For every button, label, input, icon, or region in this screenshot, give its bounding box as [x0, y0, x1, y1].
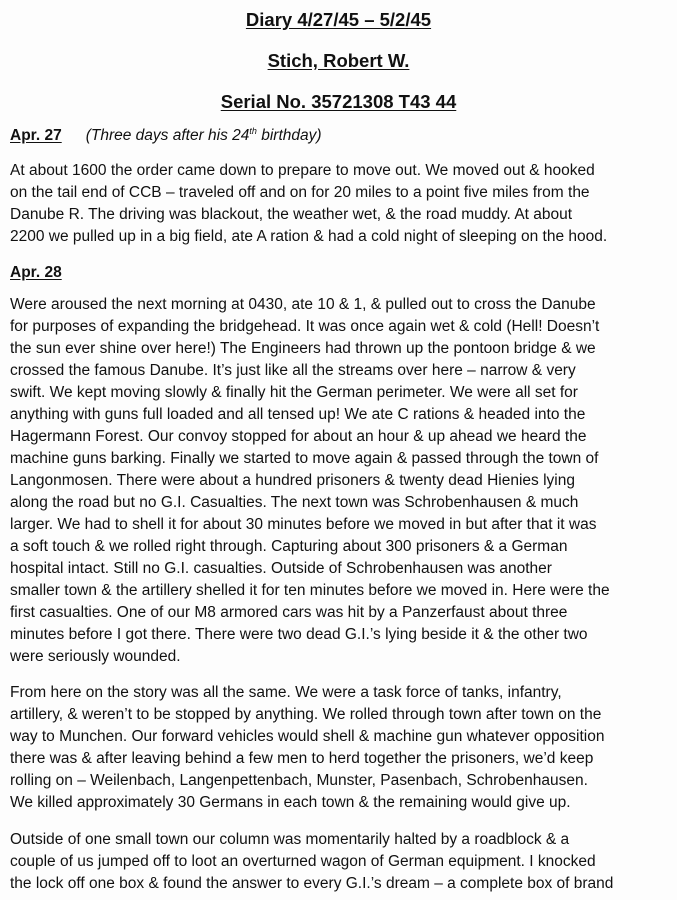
text-line: hospital intact. Still no G.I. casualties. Outside of Schrobenhausen was another	[10, 560, 552, 577]
text-line: the lock off one box & found the answer to every G.I.’s dream – a complete box of brand	[10, 875, 614, 892]
text-line: larger. We had to shell it for about 30 minutes before we moved in but after that it was	[10, 516, 597, 533]
entry-note: (Three days after his 24th birthday)	[85, 125, 322, 144]
text-line: first casualties. One of our M8 armored cars was hit by a Panzerfaust about three	[10, 604, 568, 621]
text-line: 2200 we pulled up in a big field, ate A ration & had a cold night of sleeping on the hood.	[10, 228, 608, 245]
paragraph-roadblock	[10, 829, 675, 895]
text-line: smaller town & the artillery shelled it for ten minutes before we moved in. Here were the	[10, 582, 610, 599]
text-line: anything with guns full loaded and all tensed up! We ate C rations & headed into the	[10, 406, 586, 423]
entry-date: Apr. 28	[10, 264, 62, 281]
text-line: machine guns barking. Finally we started to move again & passed through the town of	[10, 450, 599, 467]
text-line: Were aroused the next morning at 0430, ate 10 & 1, & pulled out to cross the Danube	[10, 296, 596, 313]
text-line: couple of us jumped off to loot an overturned wagon of German equipment. I knocked	[10, 853, 596, 870]
paragraph-task-force	[10, 682, 675, 814]
text-line: for purposes of expanding the bridgehead. It was once again wet & cold (Hell! Doesn’t	[10, 318, 600, 335]
text-line: Hagermann Forest. Our convoy stopped for about an hour & up ahead we heard the	[10, 428, 587, 445]
author-name: Stich, Robert W.	[267, 50, 410, 71]
entry-heading-apr-28	[10, 264, 62, 282]
paragraph-apr-28	[10, 294, 675, 668]
entry-heading-apr-27	[10, 127, 322, 145]
text-line: At about 1600 the order came down to prepare to move out. We moved out & hooked	[10, 162, 595, 179]
text-line: Danube R. The driving was blackout, the weather wet, & the road muddy. At about	[10, 206, 573, 223]
text-line: minutes before I got there. There were two dead G.I.’s lying beside it & the other two	[10, 626, 588, 643]
paragraph-apr-27	[10, 160, 675, 248]
ordinal-suffix: th	[249, 125, 257, 136]
text-line: swift. We kept moving slowly & finally hit the German perimeter. We were all set for	[10, 384, 578, 401]
text-line: We killed approximately 30 Germans in each town & the remaining would give up.	[10, 794, 571, 811]
text-line: crossed the famous Danube. It’s just like all the streams over here – narrow & very	[10, 362, 576, 379]
text-line: along the road but no G.I. Casualties. The next town was Schrobenhausen & much	[10, 494, 579, 511]
text-line: From here on the story was all the same. We were a task force of tanks, infantry,	[10, 684, 562, 701]
text-line: on the tail end of CCB – traveled off and on for 20 miles to a point five miles from the	[10, 184, 590, 201]
text-line: artillery, & weren’t to be stopped by anything. We rolled through town after town on the	[10, 706, 602, 723]
text-line: the sun ever shine over here!) The Engineers had thrown up the pontoon bridge & we	[10, 340, 596, 357]
document-title: Diary 4/27/45 – 5/2/45	[245, 9, 432, 30]
text-line: way to Munchen. Our forward vehicles would shell & machine gun whatever opposition	[10, 728, 605, 745]
text-line: rolling on – Weilenbach, Langenpettenbach, Munster, Pasenbach, Schrobenhausen.	[10, 772, 588, 789]
text-line: Outside of one small town our column was momentarily halted by a roadblock & a	[10, 831, 570, 848]
entry-date: Apr. 27	[10, 127, 62, 144]
text-line: there was & after leaving behind a few men to herd together the prisoners, we’d keep	[10, 750, 594, 767]
text-line: were seriously wounded.	[10, 648, 181, 665]
serial-number: Serial No. 35721308 T43 44	[220, 91, 457, 112]
text-line: Langonmosen. There were about a hundred prisoners & twenty dead Hienies lying	[10, 472, 575, 489]
text-line: a soft touch & we rolled right through. Capturing about 300 prisoners & a German	[10, 538, 568, 555]
